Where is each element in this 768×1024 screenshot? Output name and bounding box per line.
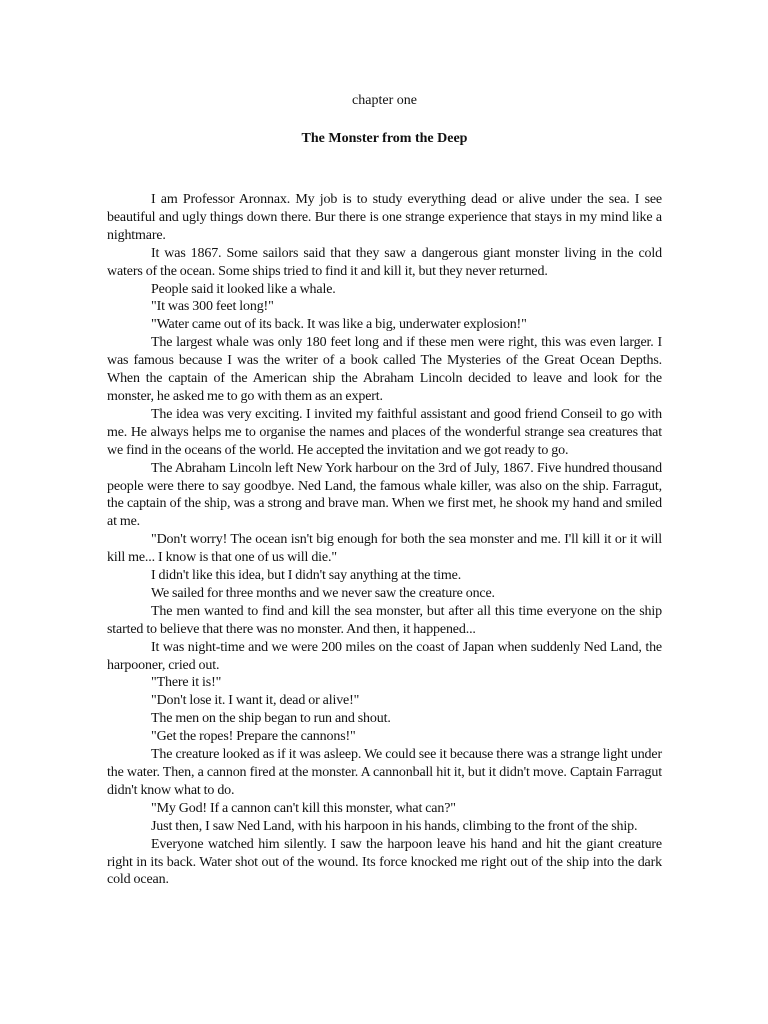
chapter-label: chapter one bbox=[352, 93, 417, 108]
paragraph: Just then, I saw Ned Land, with his harpoon in his hands, climbing to the front of the ship. bbox=[151, 818, 638, 834]
paragraph: "It was 300 feet long!" bbox=[151, 299, 274, 315]
paragraph: I am Professor Aronnax. My job is to study everything dead or alive under the sea. I see beautiful and ugly things down there. Bur there is one strange experience that stays in my mind like a nightmare. bbox=[107, 192, 662, 243]
chapter-title: The Monster from the Deep bbox=[301, 131, 468, 146]
paragraph: "There it is!" bbox=[151, 675, 222, 691]
paragraph: "My God! If a cannon can't kill this monster, what can?" bbox=[151, 800, 456, 816]
paragraph: "Get the ropes! Prepare the cannons!" bbox=[151, 729, 356, 745]
paragraph: The Abraham Lincoln left New York harbour on the 3rd of July, 1867. Five hundred thousand people were there to say goodbye. Ned Land, the famous whale killer, was also on the ship. Farragut, the captain of the ship, was a strong and brave man. When we first met, he shook my hand and smiled at me. bbox=[107, 460, 662, 530]
paragraph: It was 1867. Some sailors said that they saw a dangerous giant monster living in the cold waters of the ocean. Some ships tried to find it and kill it, but they never returned. bbox=[107, 245, 662, 279]
paragraph: The largest whale was only 180 feet long and if these men were right, this was even larger. I was famous because I was the writer of a book called The Mysteries of the Great Ocean Depths. When the captain of the American ship the Abraham Lincoln decided to leave and look for the monster, he asked me to go with them as an expert. bbox=[107, 335, 662, 404]
paragraph: We sailed for three months and we never saw the creature once. bbox=[151, 585, 495, 601]
paragraph: The men wanted to find and kill the sea monster, but after all this time everyone on the ship started to believe that there was no monster. And then, it happened... bbox=[107, 603, 662, 637]
paragraph: "Don't lose it. I want it, dead or alive!" bbox=[151, 693, 360, 709]
paragraph: "Don't worry! The ocean isn't big enough for both the sea monster and me. I'll kill it or it will kill me... I know is that one of us will die." bbox=[107, 532, 662, 566]
paragraph: It was night-time and we were 200 miles on the coast of Japan when suddenly Ned Land, the harpooner, cried out. bbox=[107, 639, 662, 673]
paragraph: People said it looked like a whale. bbox=[151, 281, 336, 297]
chapter-body bbox=[107, 191, 662, 889]
paragraph: The men on the ship began to run and shout. bbox=[151, 711, 391, 727]
paragraph: The idea was very exciting. I invited my faithful assistant and good friend Conseil to go with me. He always helps me to organise the names and places of the wonderful strange sea creatures that we find in the oceans of the world. He accepted the invitation and we got ready to go. bbox=[107, 406, 662, 458]
paragraph: I didn't like this idea, but I didn't say anything at the time. bbox=[151, 568, 462, 584]
document-page bbox=[107, 92, 662, 889]
paragraph: Everyone watched him silently. I saw the harpoon leave his hand and hit the giant creature right in its back. Water shot out of the wound. Its force knocked me right out of the ship into the dark cold ocean. bbox=[107, 836, 662, 888]
paragraph: "Water came out of its back. It was like a big, underwater explosion!" bbox=[151, 317, 527, 333]
paragraph: The creature looked as if it was asleep. We could see it because there was a strange light under the water. Then, a cannon fired at the monster. A cannonball hit it, but it didn't move. Captain Farragut didn't know what to do. bbox=[107, 747, 662, 798]
